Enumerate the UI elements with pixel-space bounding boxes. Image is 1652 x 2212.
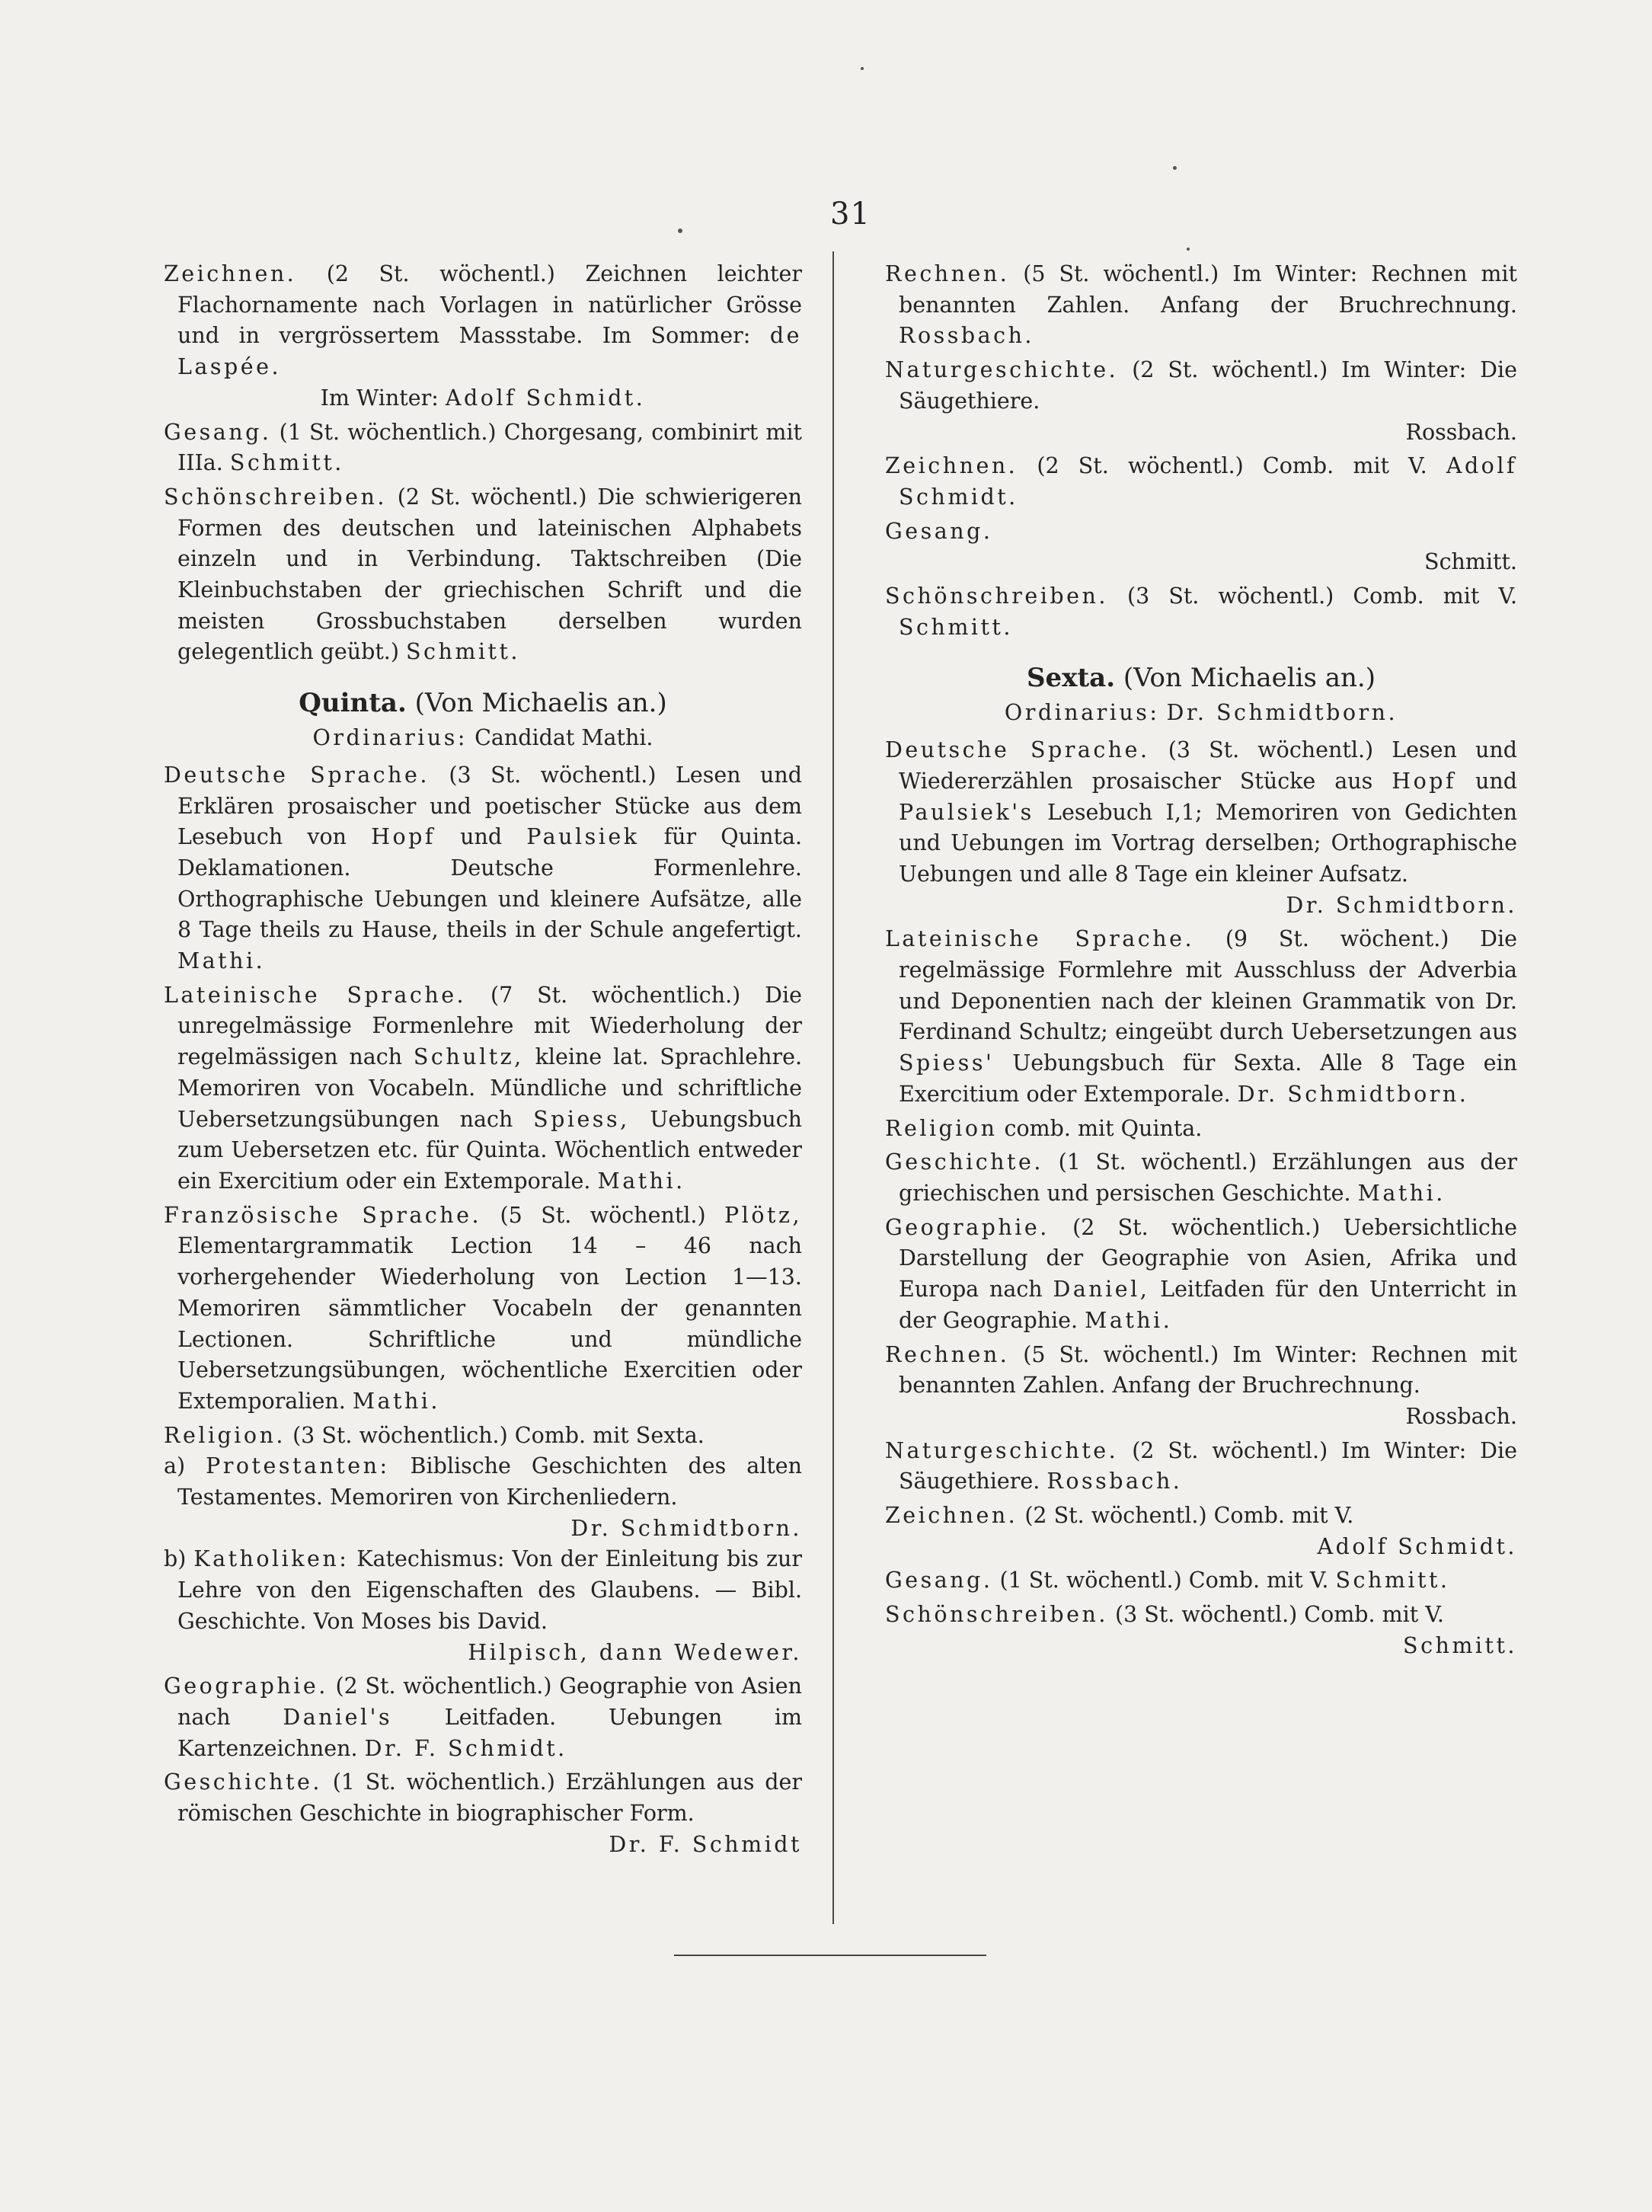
author-name: Spiess' [899,1050,995,1076]
entry-rechnen-quinta [885,259,1517,352]
entry-text: (5 St. wöchentl.) [500,1202,706,1228]
entry-text: für Quinta. Deklamationen. Deutsche Formenlehre. Orthographische Uebungen und kleinere Aufsätze, alle 8 Tage theils zu Hause, theils in der Schule angefertigt. [177,824,803,943]
entry-text: Uebungsbuch für Sexta. Alle 8 Tage ein Exercitium oder Extemporale. [899,1050,1517,1107]
section-subtitle: (Von Michaelis an.) [414,688,667,719]
entry-text: Elementargrammatik Lection 14 – 46 nach vorhergehender Wiederholung von Lection 1—13. Memoriren sämmtlicher Vocabeln der genannten Lectionen. Schriftliche und mündliche Uebersetzungsübungen, wöchentliche Exercitien oder Extemporalien. [177,1233,802,1414]
subject-term: Naturgeschichte. [885,357,1119,383]
page-number: 31 [830,197,871,232]
entry-franzoesische-sprache [164,1200,802,1418]
subject-term: Deutsche Sprache. [164,762,430,788]
teacher-name: Dr. F. Schmidt [609,1831,802,1857]
entry-gesang [164,417,802,479]
teacher-name: Schmitt. [899,614,1013,640]
entry-text: (2 St. wöchentl.) Im Winter: Die Säugethiere. [899,357,1517,414]
teacher-name: Schmitt. [1335,1568,1450,1593]
quinta-heading [164,685,802,721]
scan-speck [1173,166,1177,170]
teacher-name: Mathi. [177,948,266,974]
teacher-name: Mathi. [597,1168,685,1194]
subject-term: Geographie. [885,1214,1050,1240]
subject-term: Schönschreiben. [885,1602,1108,1628]
entry-text: (2 St. wöchentlich.) Uebersichtliche Darstellung der Geographie von Asien, Afrika und Europa nach [899,1214,1518,1303]
subject-term: Religion. [164,1422,286,1448]
author-name: Daniel's [283,1704,393,1730]
subject-term: Gesang. [885,1568,993,1593]
quinta-ordinarius [164,723,802,754]
left-column [164,259,802,1863]
teacher-name: Mathi. [1357,1180,1446,1206]
author-name: Schultz, [413,1044,524,1070]
author-name: Paulsiek [526,824,640,850]
teacher-name: Mathi. [1085,1307,1173,1333]
entry-text: Leitfaden. Uebungen im Kartenzeichnen. [177,1704,802,1761]
teacher-name: Adolf Schmidt. [445,385,646,411]
entry-naturgeschichte-sexta [885,1436,1517,1498]
entry-text: (1 St. wöchentl.) Erzählungen aus der griechischen und persischen Geschichte. [899,1149,1517,1206]
entry-text: comb. mit Quinta. [1004,1115,1203,1141]
entry-gesang-quinta [885,516,1517,578]
entry-text: (3 St. wöchentl.) Lesen und Erklären prosaischer und poetischer Stücke aus dem Lesebuch von [177,762,802,850]
entry-text: Lesebuch I,1; Memoriren von Gedichten und Uebungen im Vortrag derselben; Orthographische Uebungen und alle 8 Tage ein kleiner Aufsatz. [899,799,1517,887]
sub-term: Katholiken: [193,1546,350,1572]
subject-term: Lateinische Sprache. [885,926,1195,952]
teacher-name: Mathi. [352,1388,440,1414]
section-title: Sexta. [1027,663,1116,694]
entry-zeichnen-sexta [885,1501,1517,1562]
subject-term: Geschichte. [164,1769,322,1795]
entry-text: Im Winter: [320,385,439,411]
entry-geographie-sexta [885,1213,1517,1337]
entry-gesang-sexta [885,1565,1517,1597]
entry-religion [164,1421,802,1669]
subject-term: Religion [885,1115,998,1141]
entry-text: (2 St. wöchentlich.) Geographie von Asien nach [177,1673,803,1730]
sexta-ordinarius [885,698,1517,729]
teacher-name: Rossbach. [899,323,1034,349]
entry-text: (1 St. wöchentl.) Comb. mit V. [999,1568,1329,1593]
subject-term: Geographie. [164,1673,328,1699]
teacher-name: Dr. Schmidtborn. [1286,892,1517,918]
entry-text: (1 St. wöchentlich.) Erzählungen aus der römischen Geschichte in biographischer Form. [177,1769,802,1827]
subject-term: Gesang. [164,419,272,445]
subject-term: Rechnen. [885,1341,1010,1367]
entry-text: (3 St. wöchentl.) Lesen und Wiedererzählen prosaischer Stücke aus [899,737,1517,794]
teacher-name: Schmitt. [1403,1632,1517,1658]
entry-schoenschreiben-sexta [885,1600,1517,1661]
entry-text: (2 St. wöchentl.) Comb. mit V. [1024,1503,1354,1529]
sexta-heading [885,660,1517,696]
entry-lateinische-sprache-sexta [885,924,1517,1110]
teacher-name: Dr. Schmidtborn. [570,1515,802,1541]
entry-text: Biblische Geschichten des alten Testamentes. Memoriren von Kirchenliedern. [177,1453,802,1510]
teacher-name: Rossbach. [1405,419,1517,445]
ordinarius-label: Ordinarius: [1004,700,1160,726]
entry-text: (9 St. wöchent.) Die regelmässige Formlehre mit Ausschluss der Adverbia und Deponentien nach der kleinen Grammatik von Dr. Ferdinand Schultz; eingeübt durch Uebersetzungen aus [899,926,1517,1045]
entry-text: (7 St. wöchentlich.) Die unregelmässige Formenlehre mit Wiederholung der regelmässigen nach [177,982,802,1070]
entry-text: (5 St. wöchentl.) Im Winter: Rechnen mit benannten Zahlen. Anfang der Bruchrechnung. [899,261,1518,318]
entry-text: Uebungsbuch zum Uebersetzen etc. für Quinta. Wöchentlich entweder ein Exercitium oder ein Extemporale. [177,1106,802,1194]
teacher-name: Rossbach. [1046,1469,1183,1494]
teacher-name: Schmitt. [406,639,520,665]
entry-geschichte [164,1767,802,1860]
entry-deutsche-sprache-sexta [885,735,1517,921]
subject-term: Deutsche Sprache. [885,737,1150,763]
ordinarius-label: Ordinarius: [312,725,468,751]
subject-term: Zeichnen. [164,261,297,286]
ordinarius-name: Candidat Mathi. [475,725,653,751]
scan-speck [861,67,864,70]
entry-lateinische-sprache [164,980,802,1197]
subject-term: Französische Sprache. [164,1202,482,1228]
section-subtitle: (Von Michaelis an.) [1123,663,1376,694]
sub-term: Protestanten: [206,1453,390,1479]
subject-term: Naturgeschichte. [885,1437,1119,1463]
author-name: Spiess, [533,1106,630,1132]
entry-text: (3 St. wöchentl.) Comb. mit V. [1127,583,1518,609]
teacher-name: Adolf Schmidt. [1317,1533,1517,1559]
author-name: Hopf [371,824,436,850]
entry-rechnen-sexta [885,1340,1517,1433]
teacher-name: Dr. Schmidtborn. [1237,1081,1469,1107]
author-name: Paulsiek's [899,799,1034,825]
subject-term: Gesang. [885,518,993,544]
entry-text: (3 St. wöchentl.) Comb. mit V. [1115,1602,1444,1628]
entry-geschichte-sexta [885,1147,1517,1209]
subject-term: Rechnen. [885,261,1010,286]
entry-text: und [460,824,503,850]
subject-term: Zeichnen. [885,1503,1018,1529]
subject-term: Schönschreiben. [885,583,1108,609]
author-name: Daniel, [1053,1277,1150,1303]
right-column [885,259,1517,1665]
teacher-name: de Laspée. [177,323,802,380]
teacher-name: Rossbach. [1405,1403,1517,1429]
list-marker: b) [164,1546,187,1572]
entry-text: (2 St. wöchentl.) Im Winter: Die Säugethiere. [899,1437,1517,1494]
bottom-rule [674,1955,986,1956]
subject-term: Zeichnen. [885,453,1018,479]
teacher-name: Hilpisch, dann Wedewer. [468,1639,802,1665]
author-name: Plötz, [724,1202,803,1228]
teacher-name: Adolf Schmidt. [899,453,1518,510]
entry-schoenschreiben [164,482,802,668]
entry-text: (2 St. wöchentl.) Zeichnen leichter Flachornamente nach Vorlagen in natürlicher Grösse und in vergrössertem Massstabe. Im Sommer: [177,261,802,349]
entry-text: (2 St. wöchentl.) Die schwierigeren Formen des deutschen und lateinischen Alphabets einzeln und in Verbindung. Taktschreiben (Die Kleinbuchstaben der griechischen Schrift und die meisten Grossbuchstaben derselben wurden gelegentlich geübt.) [177,484,802,665]
entry-text: (5 St. wöchentl.) Im Winter: Rechnen mit benannten Zahlen. Anfang der Bruchrechnung. [899,1341,1518,1398]
teacher-name: Dr. F. Schmidt. [364,1735,567,1761]
entry-zeichnen [164,259,802,414]
subject-term: Schönschreiben. [164,484,387,510]
entry-religion-sexta [885,1114,1517,1145]
entry-text: (2 St. wöchentl.) Comb. mit V. [1037,453,1427,479]
entry-text: Leitfaden für den Unterricht in der Geographie. [899,1277,1518,1333]
entry-schoenschreiben-quinta [885,581,1517,643]
entry-text: (3 St. wöchentlich.) Comb. mit Sexta. [292,1422,705,1448]
entry-text: kleine lat. Sprachlehre. Memoriren von Vocabeln. Mündliche und schriftliche Uebersetzungsübungen nach [177,1044,802,1132]
subject-term: Lateinische Sprache. [164,982,467,1008]
entry-geographie [164,1671,802,1764]
scan-speck [678,229,682,233]
list-marker: a) [164,1453,186,1479]
subject-term: Geschichte. [885,1149,1043,1175]
entry-zeichnen-quinta [885,451,1517,513]
entry-text: Katechismus: Von der Einleitung bis zur Lehre von den Eigenschaften des Glaubens. — Bibl. Geschichte. Von Moses bis David. [177,1546,802,1634]
teacher-name: Schmitt. [1424,549,1517,575]
entry-text: (1 St. wöchentlich.) Chorgesang, combinirt mit IIIa. [177,419,803,476]
teacher-name: Schmitt. [229,450,344,476]
entry-naturgeschichte-quinta [885,355,1517,448]
scan-speck [1187,248,1190,251]
author-name: Hopf [1392,768,1457,794]
entry-deutsche-sprache [164,760,802,977]
entry-text: und [1475,768,1517,794]
column-divider [832,251,834,1924]
ordinarius-name: Dr. Schmidtborn. [1166,700,1398,726]
section-title: Quinta. [299,688,407,719]
